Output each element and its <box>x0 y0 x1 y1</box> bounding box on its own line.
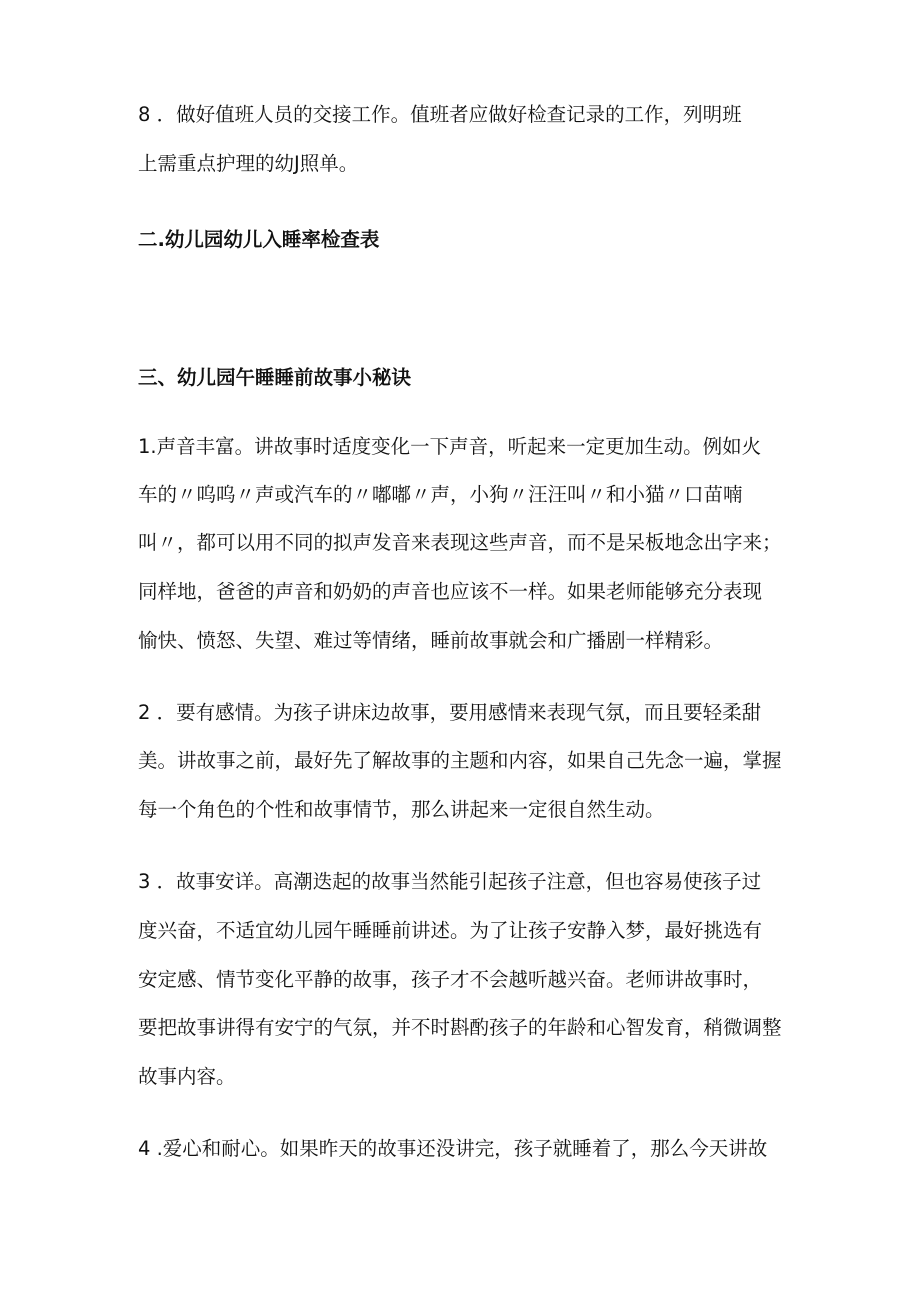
tip1-line-5: 愉快、愤怒、失望、难过等情绪，睡前故事就会和广播剧一样精彩。 <box>138 629 724 652</box>
item8-line-1: 8 ．做好值班人员的交接工作。值班者应做好检查记录的工作，列明班 <box>138 103 742 126</box>
tip1-line-2: 车的〃呜呜〃声或汽车的〃嘟嘟〃声，小狗〃汪汪叫〃和小猫〃口苗喃 <box>138 483 743 506</box>
tip2-line-3: 每一个角色的个性和故事情节，那么讲起来一定很自然生动。 <box>138 798 665 821</box>
tip4-line-1: 4 .爱心和耐心。如果昨天的故事还没讲完，孩子就睡着了，那么今天讲故 <box>138 1137 768 1160</box>
tip3-line-4: 要把故事讲得有安宁的气氛，并不时斟酌孩子的年龄和心智发育，稍微调整 <box>138 1016 782 1039</box>
tip2-line-2: 美。讲故事之前，最好先了解故事的主题和内容，如果自己先念一遍，掌握 <box>138 749 782 772</box>
tip1-line-4: 同样地，爸爸的声音和奶奶的声音也应该不一样。如果老师能够充分表现 <box>138 580 763 603</box>
tip1-line-3: 叫〃，都可以用不同的拟声发音来表现这些声音，而不是呆板地念出字来； <box>138 531 782 554</box>
tip3-line-5: 故事内容。 <box>138 1065 236 1088</box>
section-heading-2: 二.幼儿园幼儿入睡率检查表 <box>138 228 380 251</box>
tip1-line-1: 1.声音丰富。讲故事时适度变化一下声音，听起来一定更加生动。例如火 <box>138 435 762 458</box>
section-heading-3: 三、幼儿园午睡睡前故事小秘诀 <box>138 366 412 389</box>
tip3-line-2: 度兴奋，不适宜幼儿园午睡睡前讲述。为了让孩子安静入梦，最好挑选有 <box>138 919 763 942</box>
tip2-line-1: 2 ．要有感情。为孩子讲床边故事，要用感情来表现气氛，而且要轻柔甜 <box>138 701 762 724</box>
tip3-line-1: 3 ．故事安详。高潮迭起的故事当然能引起孩子注意，但也容易使孩子过 <box>138 870 762 893</box>
tip3-line-3: 安定感、情节变化平静的故事，孩子才不会越听越兴奋。老师讲故事时， <box>138 968 763 991</box>
item8-line-2: 上需重点护理的幼J照单。 <box>138 152 359 175</box>
